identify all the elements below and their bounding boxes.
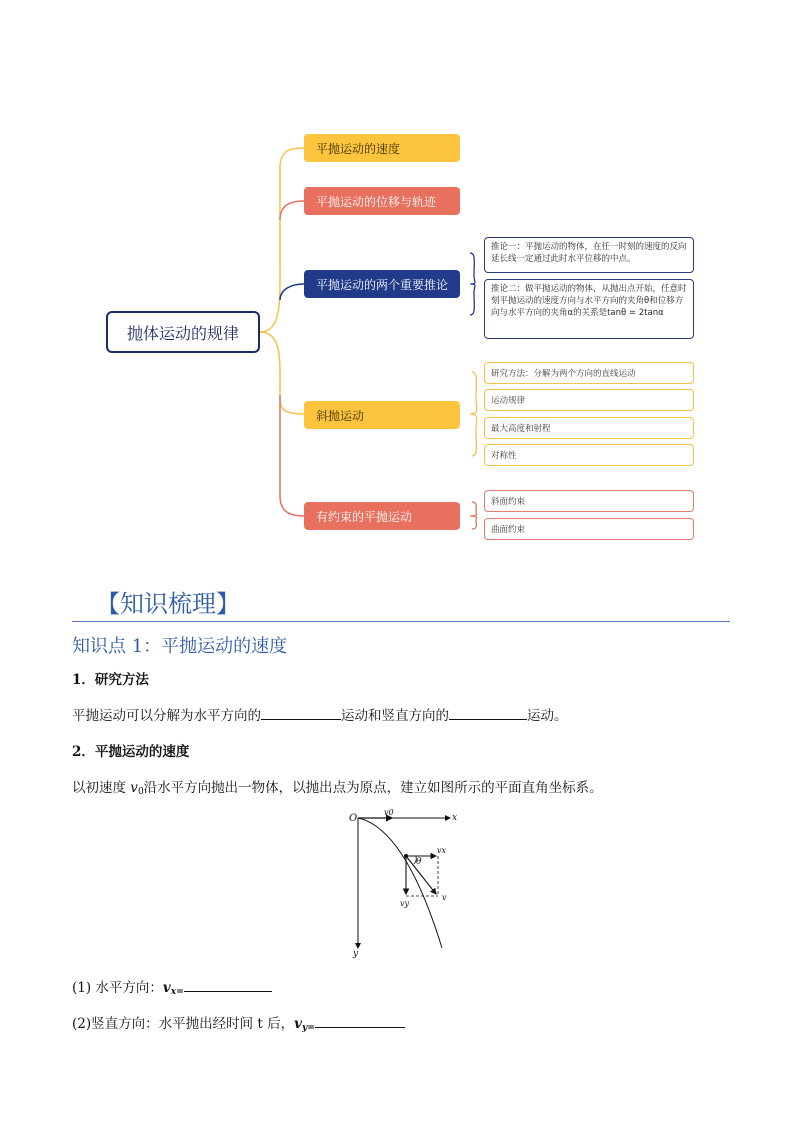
leaf-curved-constraint: 曲面约束 bbox=[484, 518, 694, 540]
vx-label: vx bbox=[437, 846, 447, 855]
branch-constrained: 有约束的平抛运动 bbox=[304, 502, 460, 530]
blank-vx[interactable] bbox=[184, 977, 272, 992]
y-axis-label: y bbox=[353, 949, 359, 959]
branch-oblique: 斜抛运动 bbox=[304, 401, 460, 429]
p2-text-a: 以初速度 bbox=[72, 780, 131, 796]
theta-label: θ bbox=[416, 857, 422, 867]
section-divider bbox=[72, 621, 730, 622]
leaf-inference-2: 推论二：做平抛运动的物体，从抛出点开始，任意时刻平抛运动的速度方向与水平方向的夹角θ和位移方向与水平方向的夹角α的关系是tanθ = 2tanα bbox=[484, 279, 694, 339]
q1-subscript: x= bbox=[170, 987, 184, 997]
heading-velocity: 2．平抛运动的速度 bbox=[72, 744, 190, 760]
trajectory-curve bbox=[358, 818, 442, 948]
q2-v-symbol: v bbox=[294, 1016, 302, 1032]
blank-vy[interactable] bbox=[315, 1013, 405, 1028]
question-vertical bbox=[72, 1012, 405, 1033]
branch-displacement: 平抛运动的位移与轨迹 bbox=[304, 187, 460, 215]
heading-research-method: 1．研究方法 bbox=[72, 672, 149, 688]
leaf-oblique-laws: 运动规律 bbox=[484, 389, 694, 411]
leaf-oblique-method: 研究方法：分解为两个方向的直线运动 bbox=[484, 362, 694, 384]
p2-v-subscript: 0 bbox=[137, 787, 144, 797]
p1-text-b: 运动和竖直方向的 bbox=[341, 708, 449, 724]
section-title: 【知识梳理】 bbox=[96, 590, 240, 618]
mindmap-root: 抛体运动的规律 bbox=[106, 311, 260, 353]
leaf-oblique-height-range: 最大高度和射程 bbox=[484, 417, 694, 439]
p2-v-symbol: v bbox=[130, 780, 138, 796]
q2-text: (2)竖直方向：水平抛出经时间 t 后， bbox=[72, 1016, 295, 1032]
p2-text-b: 沿水平方向抛出一物体，以抛出点为原点，建立如图所示的平面直角坐标系。 bbox=[143, 780, 603, 796]
question-horizontal bbox=[72, 976, 272, 997]
branch-speed: 平抛运动的速度 bbox=[304, 134, 460, 162]
knowledge-point-title: 知识点 1：平抛运动的速度 bbox=[72, 636, 288, 657]
blank-horizontal-motion[interactable] bbox=[261, 705, 341, 720]
projectile-figure bbox=[340, 806, 470, 961]
leaf-incline-constraint: 斜面约束 bbox=[484, 490, 694, 512]
paragraph-setup bbox=[72, 776, 603, 797]
v0-label: v0 bbox=[384, 808, 394, 817]
vy-label: vy bbox=[400, 899, 410, 908]
paragraph-decomposition bbox=[72, 704, 568, 724]
leaf-inference-1: 推论一：平抛运动的物体，在任一时刻的速度的反向延长线一定通过此时水平位移的中点。 bbox=[484, 237, 694, 273]
q2-subscript: y= bbox=[302, 1023, 315, 1033]
q1-text: (1) 水平方向： bbox=[72, 980, 163, 996]
blank-vertical-motion[interactable] bbox=[449, 705, 527, 720]
p1-text-c: 运动。 bbox=[527, 708, 568, 724]
v-label: v bbox=[442, 893, 447, 902]
x-axis-label: x bbox=[452, 813, 458, 823]
leaf-oblique-symmetry: 对称性 bbox=[484, 444, 694, 466]
branch-inferences: 平抛运动的两个重要推论 bbox=[304, 270, 460, 298]
origin-label: O bbox=[349, 813, 358, 824]
q1-v-symbol: v bbox=[162, 980, 171, 996]
p1-text-a: 平抛运动可以分解为水平方向的 bbox=[72, 708, 261, 724]
